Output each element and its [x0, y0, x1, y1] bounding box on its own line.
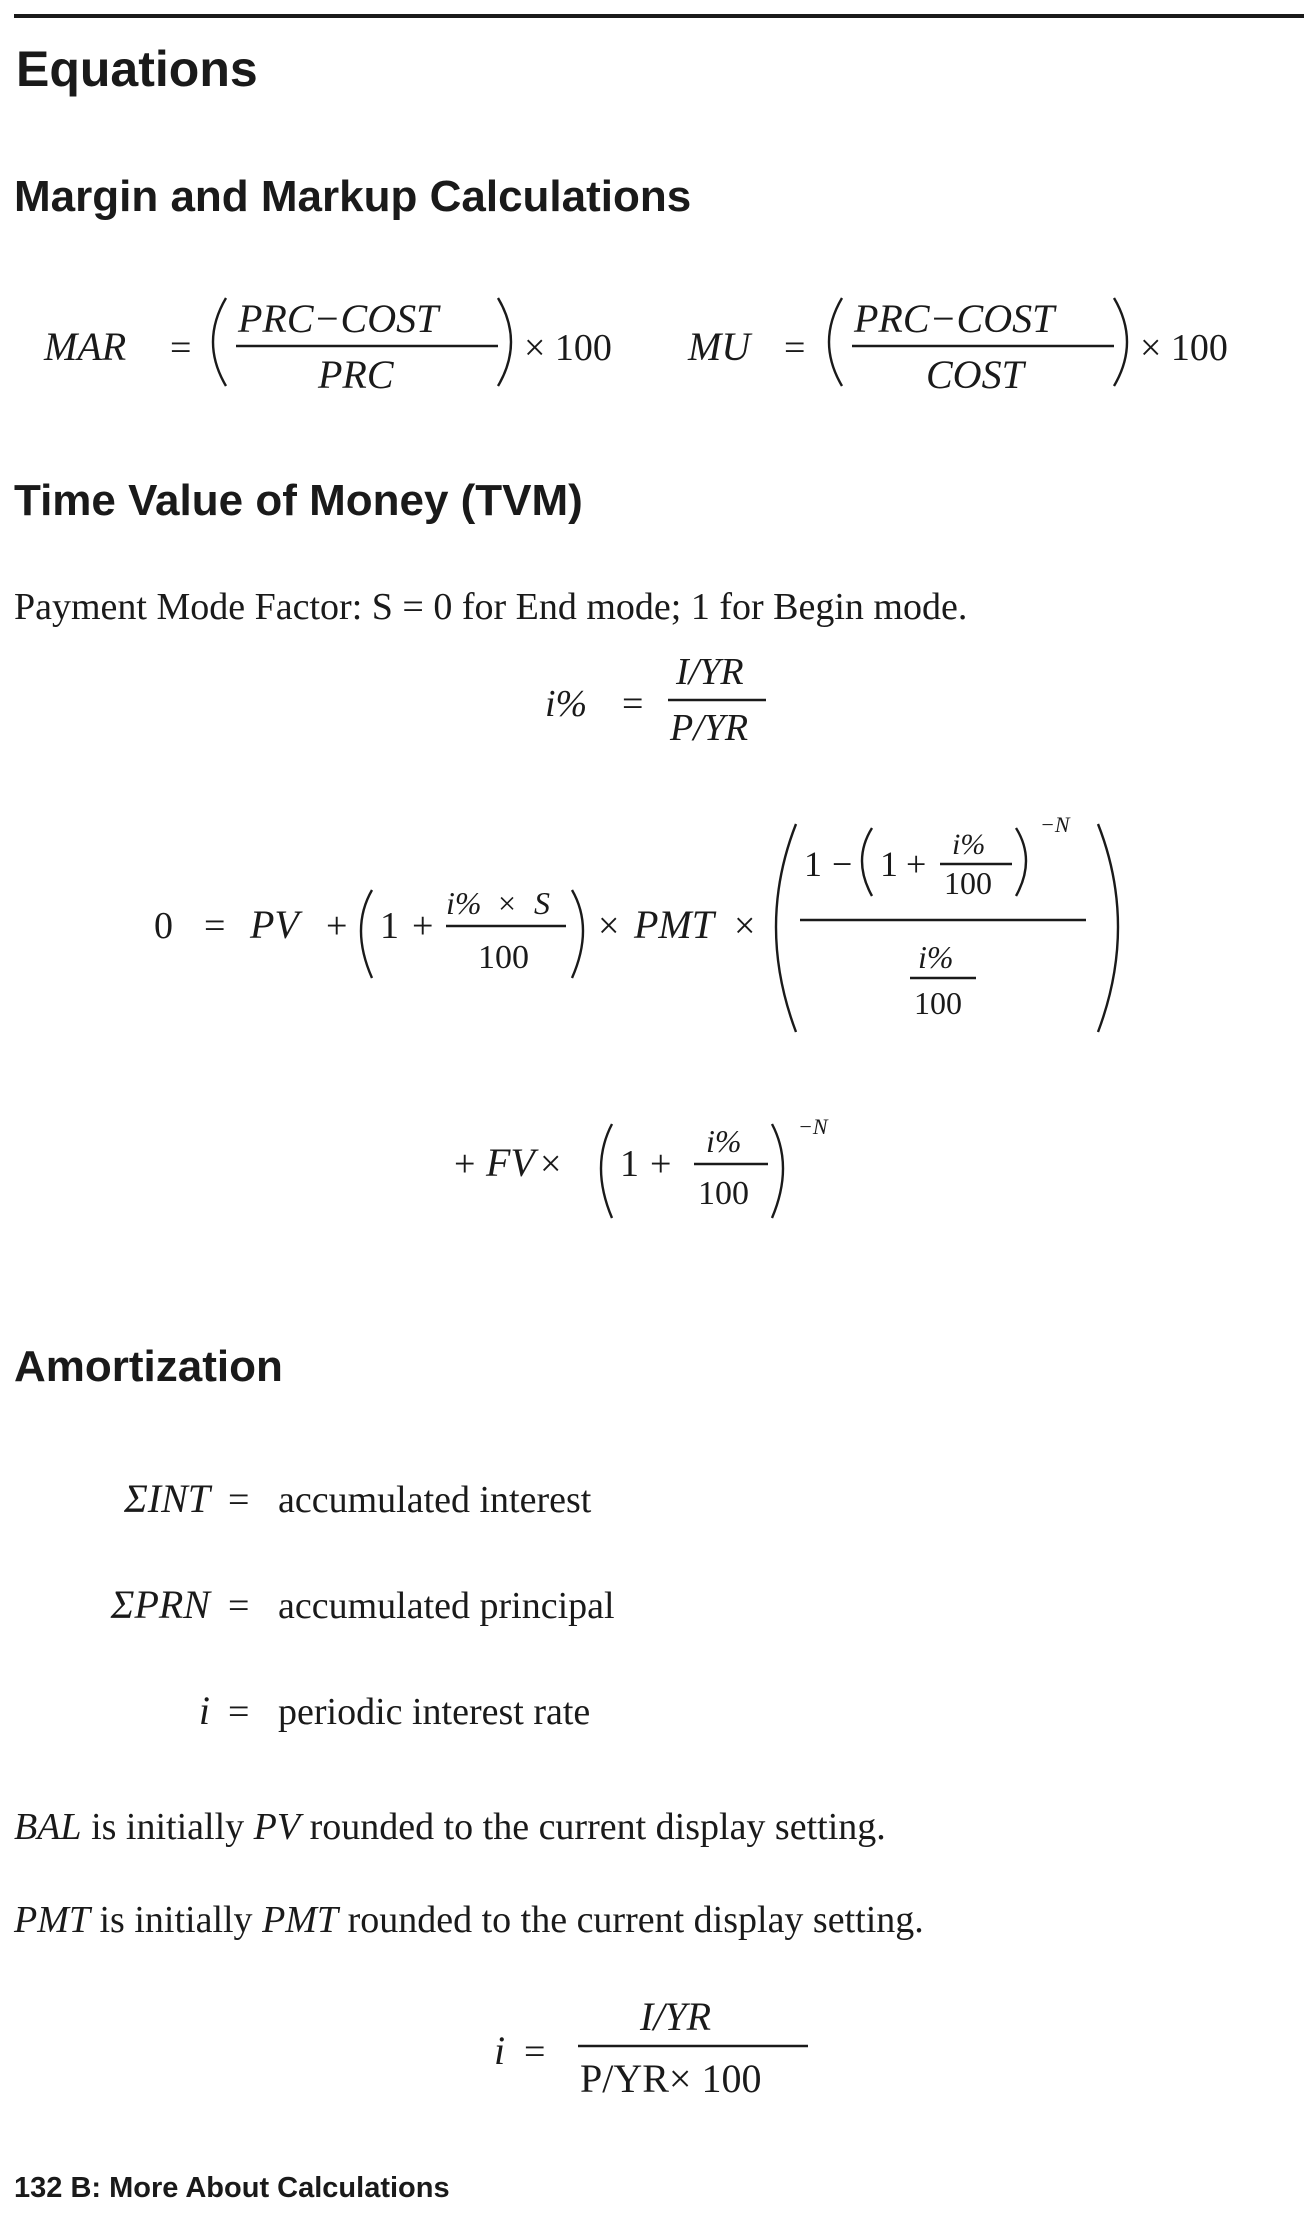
hundred: 100: [698, 1175, 749, 1212]
right-paren: [572, 890, 583, 978]
mu-numerator: PRC−COST: [854, 296, 1055, 341]
top-rule: [14, 14, 1304, 18]
equals-sign: =: [228, 1585, 250, 1627]
one: 1: [380, 905, 399, 947]
times-100: × 100: [524, 327, 612, 369]
pmt-symbol: PMT: [14, 1899, 90, 1941]
i-symbol: i: [494, 2028, 506, 2073]
equals-sign: =: [622, 683, 644, 725]
bal-text-1: is initially: [81, 1806, 254, 1848]
periodic-rate-equation: [0, 640, 1314, 750]
sum-int-definition: accumulated interest: [278, 1479, 592, 1521]
one: 1: [880, 844, 898, 884]
times-sign: ×: [540, 1143, 562, 1185]
big-right-paren: [1098, 824, 1118, 1032]
fv-symbol: FV: [486, 1140, 535, 1185]
right-paren: [498, 298, 511, 386]
iyr-numerator: I/YR: [676, 651, 744, 693]
left-paren: [213, 298, 226, 386]
pyr-denominator: P/YR× 100: [580, 2056, 762, 2101]
minus-sign: −: [832, 844, 853, 884]
tvm-equation-line2: [0, 1100, 1314, 1230]
left-paren: [361, 890, 372, 978]
plus-sign: +: [454, 1143, 476, 1185]
pmt-statement: [14, 1898, 924, 1942]
right-paren: [1016, 828, 1026, 896]
big-left-paren: [776, 824, 796, 1032]
amortization-rate-equation: [0, 1990, 1314, 2120]
times-sign: ×: [734, 905, 756, 947]
iyr-numerator: I/YR: [640, 1994, 712, 2039]
pv-symbol: PV: [250, 902, 299, 947]
left-paren: [829, 298, 842, 386]
ipct-symbol: i%: [706, 1123, 742, 1159]
sum-prn-definition: accumulated principal: [278, 1585, 615, 1627]
ipct-symbol: i%: [918, 939, 954, 975]
sum-prn-symbol: ΣPRN: [110, 1582, 210, 1627]
exponent-neg-n: −N: [1040, 812, 1070, 837]
plus-sign: +: [326, 905, 348, 947]
equals-sign: =: [784, 327, 806, 369]
mar-denominator: PRC: [318, 352, 394, 397]
right-paren: [1114, 298, 1127, 386]
page-footer: 132 B: More About Calculations: [14, 2172, 450, 2204]
page-title: Equations: [16, 41, 258, 97]
pmt-text-2: rounded to the current display setting.: [338, 1899, 924, 1941]
tvm-equation-line1: [0, 810, 1314, 1050]
times-sign: ×: [598, 905, 620, 947]
equals-sign: =: [170, 327, 192, 369]
equals-sign: =: [524, 2031, 546, 2073]
equals-sign: =: [228, 1691, 250, 1733]
margin-markup-equations: [0, 280, 1314, 420]
i-symbol: i: [198, 1688, 210, 1733]
mar-symbol: MAR: [44, 324, 127, 369]
bal-text-2: rounded to the current display setting.: [300, 1806, 886, 1848]
amortization-definitions: [0, 1470, 1314, 1750]
mu-symbol: MU: [688, 324, 751, 369]
pmt-text-1: is initially: [90, 1899, 263, 1941]
s-symbol: S: [534, 885, 550, 921]
one: 1: [620, 1143, 639, 1185]
bal-statement: [14, 1805, 886, 1849]
equals-sign: =: [204, 905, 226, 947]
one: 1: [804, 844, 822, 884]
plus-sign: +: [412, 905, 434, 947]
pmt-symbol: PMT: [634, 902, 714, 947]
section-heading-margin: Margin and Markup Calculations: [14, 172, 692, 221]
pmt-symbol-2: PMT: [262, 1899, 339, 1941]
section-heading-tvm: Time Value of Money (TVM): [14, 476, 583, 525]
bal-symbol: BAL: [14, 1806, 82, 1848]
ipct-symbol: i%: [446, 885, 482, 921]
ipct-symbol: i%: [952, 828, 986, 861]
i-definition: periodic interest rate: [278, 1691, 591, 1733]
plus-sign: +: [906, 844, 927, 884]
pyr-denominator: P/YR: [670, 707, 749, 749]
zero: 0: [154, 905, 173, 947]
hundred: 100: [914, 985, 962, 1021]
payment-mode-text: Payment Mode Factor: S = 0 for End mode; 1 for Begin mode.: [14, 586, 968, 628]
n-symbol: N: [812, 1114, 828, 1139]
equals-sign: =: [228, 1479, 250, 1521]
hundred: 100: [478, 939, 529, 976]
left-paren: [601, 1124, 612, 1218]
exponent-neg-n: −N: [798, 1114, 828, 1139]
hundred: 100: [944, 865, 992, 901]
mar-numerator: PRC−COST: [238, 296, 439, 341]
mu-denominator: COST: [926, 352, 1024, 397]
plus-sign: +: [650, 1143, 672, 1185]
sum-int-symbol: ΣINT: [123, 1476, 210, 1521]
ipct-symbol: i%: [545, 683, 588, 725]
right-paren: [772, 1124, 783, 1218]
pv-symbol: PV: [253, 1806, 301, 1848]
n-symbol: N: [1054, 812, 1070, 837]
times-sign: ×: [498, 885, 517, 921]
times-100: × 100: [1140, 327, 1228, 369]
section-heading-amortization: Amortization: [14, 1342, 283, 1391]
left-paren: [862, 828, 872, 896]
